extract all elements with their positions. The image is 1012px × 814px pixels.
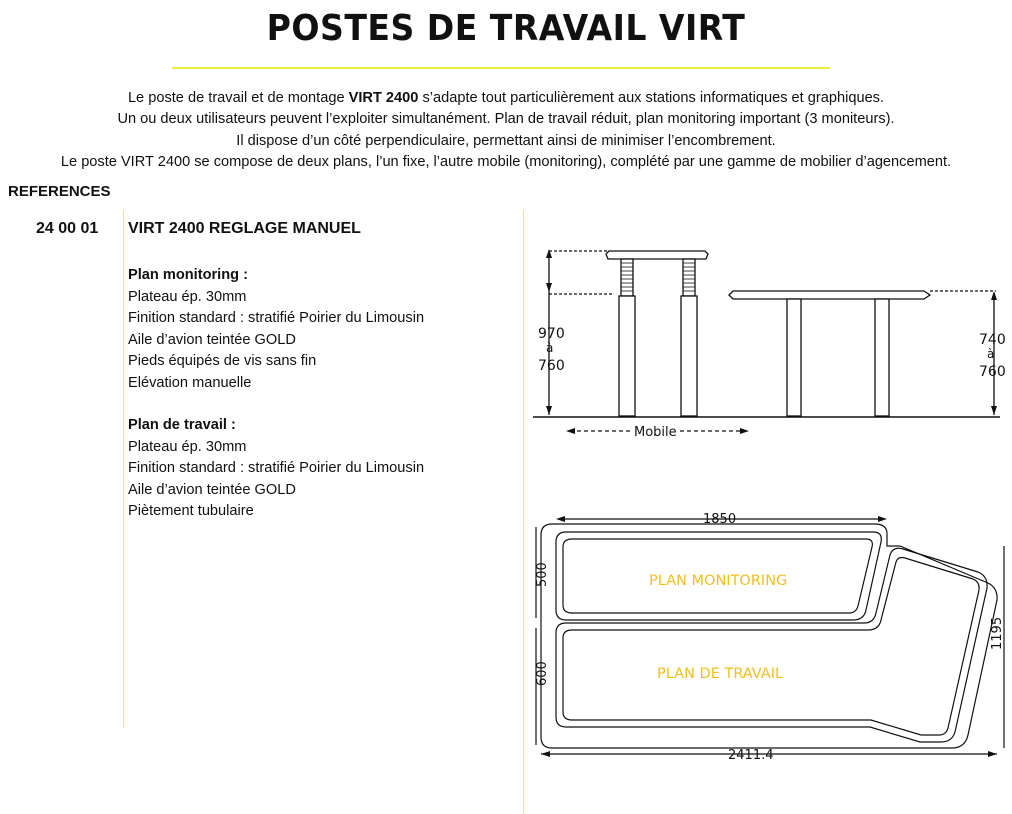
work-table-leg-left — [787, 299, 801, 416]
right-height-min: 760 — [979, 364, 1006, 380]
monitoring-heading: Plan monitoring : — [128, 267, 248, 283]
dim-monitoring-depth-label: 500 — [535, 562, 550, 587]
arrowhead-icon — [566, 428, 575, 434]
monitoring-tabletop — [606, 251, 708, 259]
intro-line-3: Il dispose d’un côté perpendiculaire, permettant ainsi de minimiser l’encombrement. — [236, 132, 776, 149]
plan-view-drawing — [536, 519, 1004, 754]
plan-dimension-labels — [535, 512, 1005, 763]
right-height-max: 740 — [979, 332, 1006, 348]
left-height-max: 970 — [538, 326, 565, 342]
arrowhead-icon — [988, 751, 997, 757]
monitoring-spec-line: Finition standard : stratifié Poirier du Limousin — [128, 310, 425, 326]
travail-spec-line: Aile d’avion teintée GOLD — [128, 481, 296, 498]
product-title: VIRT 2400 REGLAGE MANUEL — [128, 220, 361, 237]
arrowhead-icon — [878, 516, 887, 522]
arrowhead-icon — [991, 291, 997, 300]
work-tabletop — [729, 291, 930, 299]
monitoring-spec-line: Aile d’avion teintée GOLD — [128, 331, 296, 348]
dim-total-width-label: 2411.4 — [728, 748, 774, 763]
right-leg-tube — [681, 296, 697, 416]
page-title: POSTES DE TRAVAIL VIRT — [266, 8, 746, 49]
dim-width-label: 1850 — [703, 512, 737, 527]
left-screw-column — [621, 259, 633, 296]
right-screw-column — [683, 259, 695, 296]
work-table-leg-right — [875, 299, 889, 416]
product-name-inline: VIRT 2400 — [348, 90, 419, 106]
side-view-labels — [538, 326, 1006, 440]
arrowhead-icon — [546, 283, 552, 292]
monitoring-spec-line: Elévation manuelle — [128, 374, 252, 391]
right-height-separator: à — [987, 347, 995, 361]
dim-travail-depth-label: 600 — [535, 661, 550, 686]
references-heading: REFERENCES — [8, 183, 111, 200]
travail-heading: Plan de travail : — [128, 417, 236, 433]
plan-outer-envelope — [541, 524, 997, 748]
arrowhead-icon — [546, 406, 552, 415]
arrowhead-icon — [991, 406, 997, 415]
plan-monitoring-label: PLAN MONITORING — [649, 573, 788, 589]
travail-spec-line: Piètement tubulaire — [128, 503, 254, 519]
left-height-min: 760 — [538, 358, 565, 374]
dim-total-depth-label: 1195 — [990, 616, 1005, 650]
arrowhead-icon — [556, 516, 565, 522]
intro-line-1-start: Le poste de travail et de montage — [127, 90, 349, 106]
intro-line-2: Un ou deux utilisateurs peuvent l’exploiter simultanément. Plan de travail réduit, plan monitoring important (3 moniteurs). — [117, 111, 895, 128]
product-code: 24 00 01 — [36, 220, 99, 237]
monitoring-spec-line: Plateau ép. 30mm — [128, 288, 247, 305]
intro-line-1-end: s’adapte tout particulièrement aux stations informatiques et graphiques. — [418, 90, 885, 106]
left-height-separator: à — [546, 341, 554, 355]
plan-arrowheads — [541, 516, 997, 757]
intro-line-4: Le poste VIRT 2400 se compose de deux plans, l’un fixe, l’autre mobile (monitoring), complété par une gamme de mobilier d’agencement. — [60, 153, 952, 170]
travail-spec-line: Finition standard : stratifié Poirier du Limousin — [128, 460, 425, 476]
monitoring-spec-line: Pieds équipés de vis sans fin — [128, 353, 317, 369]
side-view-drawing — [533, 249, 1000, 434]
arrowhead-icon — [541, 751, 550, 757]
travail-spec-line: Plateau ép. 30mm — [128, 438, 247, 455]
mobile-label: Mobile — [634, 425, 677, 440]
arrowhead-icon — [740, 428, 749, 434]
plan-de-travail-label: PLAN DE TRAVAIL — [657, 666, 784, 682]
left-leg-tube — [619, 296, 635, 416]
